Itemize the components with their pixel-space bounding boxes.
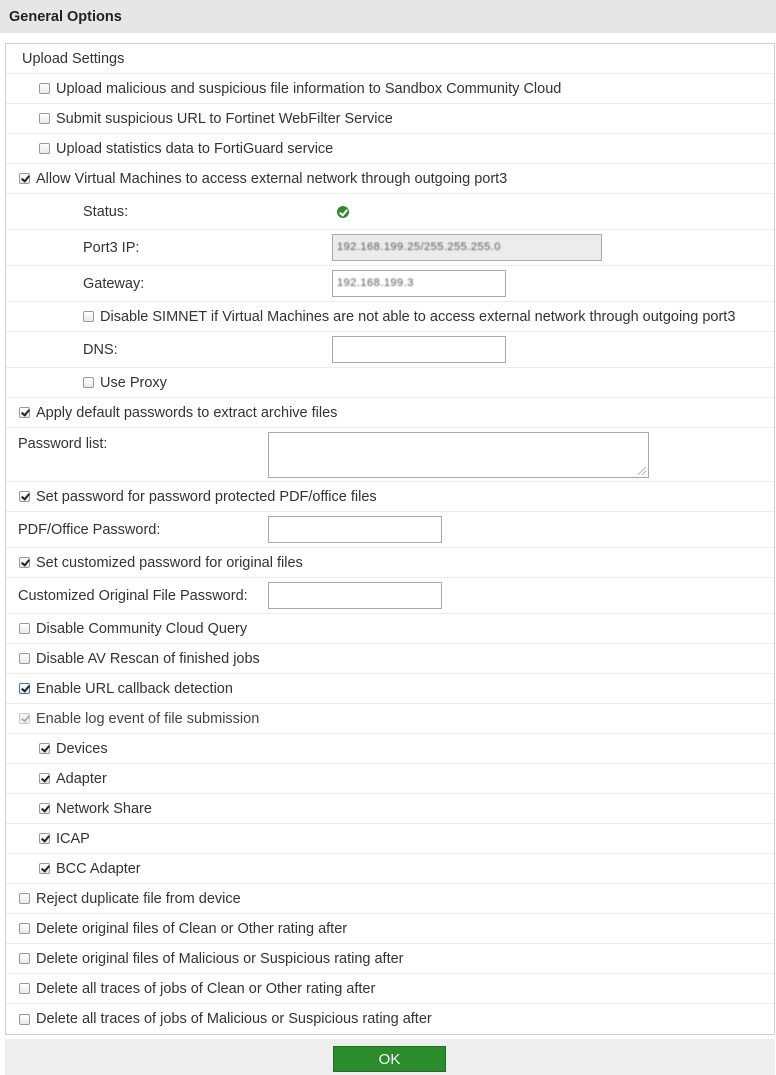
original-password-row[interactable]: [6, 548, 774, 578]
delete-clean-files-label[interactable]: Delete original files of Clean or Other rating after: [36, 920, 348, 937]
vm-access-checkbox[interactable]: [19, 173, 30, 184]
log-adapter-row[interactable]: [6, 764, 774, 794]
dialog-title: General Options: [0, 0, 776, 33]
original-password-check-label[interactable]: Set customized password for original files: [36, 554, 303, 571]
reject-duplicate-row[interactable]: [6, 884, 774, 914]
delete-malicious-files-row[interactable]: [6, 944, 774, 974]
upload-statistics-row[interactable]: [6, 134, 774, 164]
submit-url-row[interactable]: [6, 104, 774, 134]
disable-simnet-checkbox[interactable]: [83, 311, 94, 322]
delete-malicious-files-checkbox[interactable]: [19, 953, 30, 964]
port3-ip-value: 192.168.199.25/255.255.255.0: [337, 241, 501, 253]
pdf-password-row[interactable]: [6, 482, 774, 512]
customized-password-row: [6, 578, 774, 614]
disable-cloud-query-label[interactable]: Disable Community Cloud Query: [36, 620, 248, 637]
url-callback-checkbox[interactable]: [19, 683, 30, 694]
archive-passwords-checkbox[interactable]: [19, 407, 30, 418]
upload-settings-heading-row: [6, 44, 774, 74]
log-adapter-checkbox[interactable]: [39, 773, 50, 784]
delete-clean-files-row[interactable]: [6, 914, 774, 944]
upload-settings-heading: Upload Settings: [22, 50, 125, 67]
pdf-password-checkbox[interactable]: [19, 491, 30, 502]
pdf-office-password-label: PDF/Office Password:: [18, 521, 161, 538]
log-adapter-label[interactable]: Adapter: [56, 770, 107, 787]
vm-access-label[interactable]: Allow Virtual Machines to access external network through outgoing port3: [36, 170, 508, 187]
delete-clean-traces-row[interactable]: [6, 974, 774, 1004]
gateway-label: Gateway:: [83, 275, 145, 292]
dns-field[interactable]: [332, 336, 506, 363]
url-callback-row[interactable]: [6, 674, 774, 704]
general-options-panel: [5, 43, 775, 1035]
log-icap-label[interactable]: ICAP: [56, 830, 90, 847]
log-event-label: Enable log event of file submission: [36, 710, 260, 727]
customized-password-label: Customized Original File Password:: [18, 587, 248, 604]
upload-statistics-label[interactable]: Upload statistics data to FortiGuard service: [56, 140, 334, 157]
log-event-checkbox: [19, 713, 30, 724]
upload-malicious-checkbox[interactable]: [39, 83, 50, 94]
url-callback-label[interactable]: Enable URL callback detection: [36, 680, 233, 697]
gateway-value: 192.168.199.3: [337, 277, 414, 289]
pdf-office-password-field[interactable]: [268, 516, 442, 543]
archive-passwords-row[interactable]: [6, 398, 774, 428]
log-devices-row[interactable]: [6, 734, 774, 764]
log-network-share-checkbox[interactable]: [39, 803, 50, 814]
status-label: Status:: [83, 203, 129, 220]
gateway-row: [6, 266, 774, 302]
status-row: [6, 194, 774, 230]
gateway-field[interactable]: [332, 270, 506, 297]
delete-clean-traces-label[interactable]: Delete all traces of jobs of Clean or Other rating after: [36, 980, 376, 997]
password-list-row: [6, 428, 774, 482]
upload-malicious-label[interactable]: Upload malicious and suspicious file information to Sandbox Community Cloud: [56, 80, 562, 97]
port3-ip-field: [332, 234, 602, 261]
log-devices-label[interactable]: Devices: [56, 740, 108, 757]
log-bcc-adapter-checkbox[interactable]: [39, 863, 50, 874]
ok-button[interactable]: OK: [333, 1046, 446, 1072]
log-devices-checkbox[interactable]: [39, 743, 50, 754]
password-list-textarea[interactable]: [268, 432, 649, 478]
log-network-share-label[interactable]: Network Share: [56, 800, 152, 817]
disable-simnet-row[interactable]: [6, 302, 774, 332]
use-proxy-row[interactable]: [6, 368, 774, 398]
disable-cloud-query-checkbox[interactable]: [19, 623, 30, 634]
use-proxy-label[interactable]: Use Proxy: [100, 374, 167, 391]
pdf-password-check-label[interactable]: Set password for password protected PDF/office files: [36, 488, 377, 505]
submit-url-label[interactable]: Submit suspicious URL to Fortinet WebFilter Service: [56, 110, 393, 127]
port3-ip-label: Port3 IP:: [83, 239, 140, 256]
delete-malicious-traces-row[interactable]: [6, 1004, 774, 1034]
disable-cloud-query-row[interactable]: [6, 614, 774, 644]
port3-ip-row: [6, 230, 774, 266]
pdf-office-password-row: [6, 512, 774, 548]
dns-row: [6, 332, 774, 368]
vm-access-row[interactable]: [6, 164, 774, 194]
log-icap-checkbox[interactable]: [39, 833, 50, 844]
upload-malicious-row[interactable]: [6, 74, 774, 104]
disable-simnet-label[interactable]: Disable SIMNET if Virtual Machines are not able to access external network through outgoing port3: [100, 308, 736, 325]
submit-url-checkbox[interactable]: [39, 113, 50, 124]
disable-av-rescan-row[interactable]: [6, 644, 774, 674]
reject-duplicate-label[interactable]: Reject duplicate file from device: [36, 890, 241, 907]
dns-label: DNS:: [83, 341, 118, 358]
log-bcc-adapter-label[interactable]: BCC Adapter: [56, 860, 141, 877]
original-password-checkbox[interactable]: [19, 557, 30, 568]
check-circle-icon: [337, 206, 349, 218]
upload-statistics-checkbox[interactable]: [39, 143, 50, 154]
log-network-share-row[interactable]: [6, 794, 774, 824]
log-event-row: [6, 704, 774, 734]
delete-clean-files-checkbox[interactable]: [19, 923, 30, 934]
delete-malicious-traces-checkbox[interactable]: [19, 1014, 30, 1025]
password-list-label: Password list:: [18, 436, 108, 452]
delete-malicious-files-label[interactable]: Delete original files of Malicious or Suspicious rating after: [36, 950, 404, 967]
log-icap-row[interactable]: [6, 824, 774, 854]
resize-grip-icon[interactable]: [638, 467, 646, 475]
disable-av-rescan-label[interactable]: Disable AV Rescan of finished jobs: [36, 650, 260, 667]
reject-duplicate-checkbox[interactable]: [19, 893, 30, 904]
log-bcc-adapter-row[interactable]: [6, 854, 774, 884]
disable-av-rescan-checkbox[interactable]: [19, 653, 30, 664]
delete-malicious-traces-label[interactable]: Delete all traces of jobs of Malicious or Suspicious rating after: [36, 1011, 432, 1027]
delete-clean-traces-checkbox[interactable]: [19, 983, 30, 994]
archive-passwords-label[interactable]: Apply default passwords to extract archive files: [36, 404, 338, 421]
use-proxy-checkbox[interactable]: [83, 377, 94, 388]
customized-password-field[interactable]: [268, 582, 442, 609]
